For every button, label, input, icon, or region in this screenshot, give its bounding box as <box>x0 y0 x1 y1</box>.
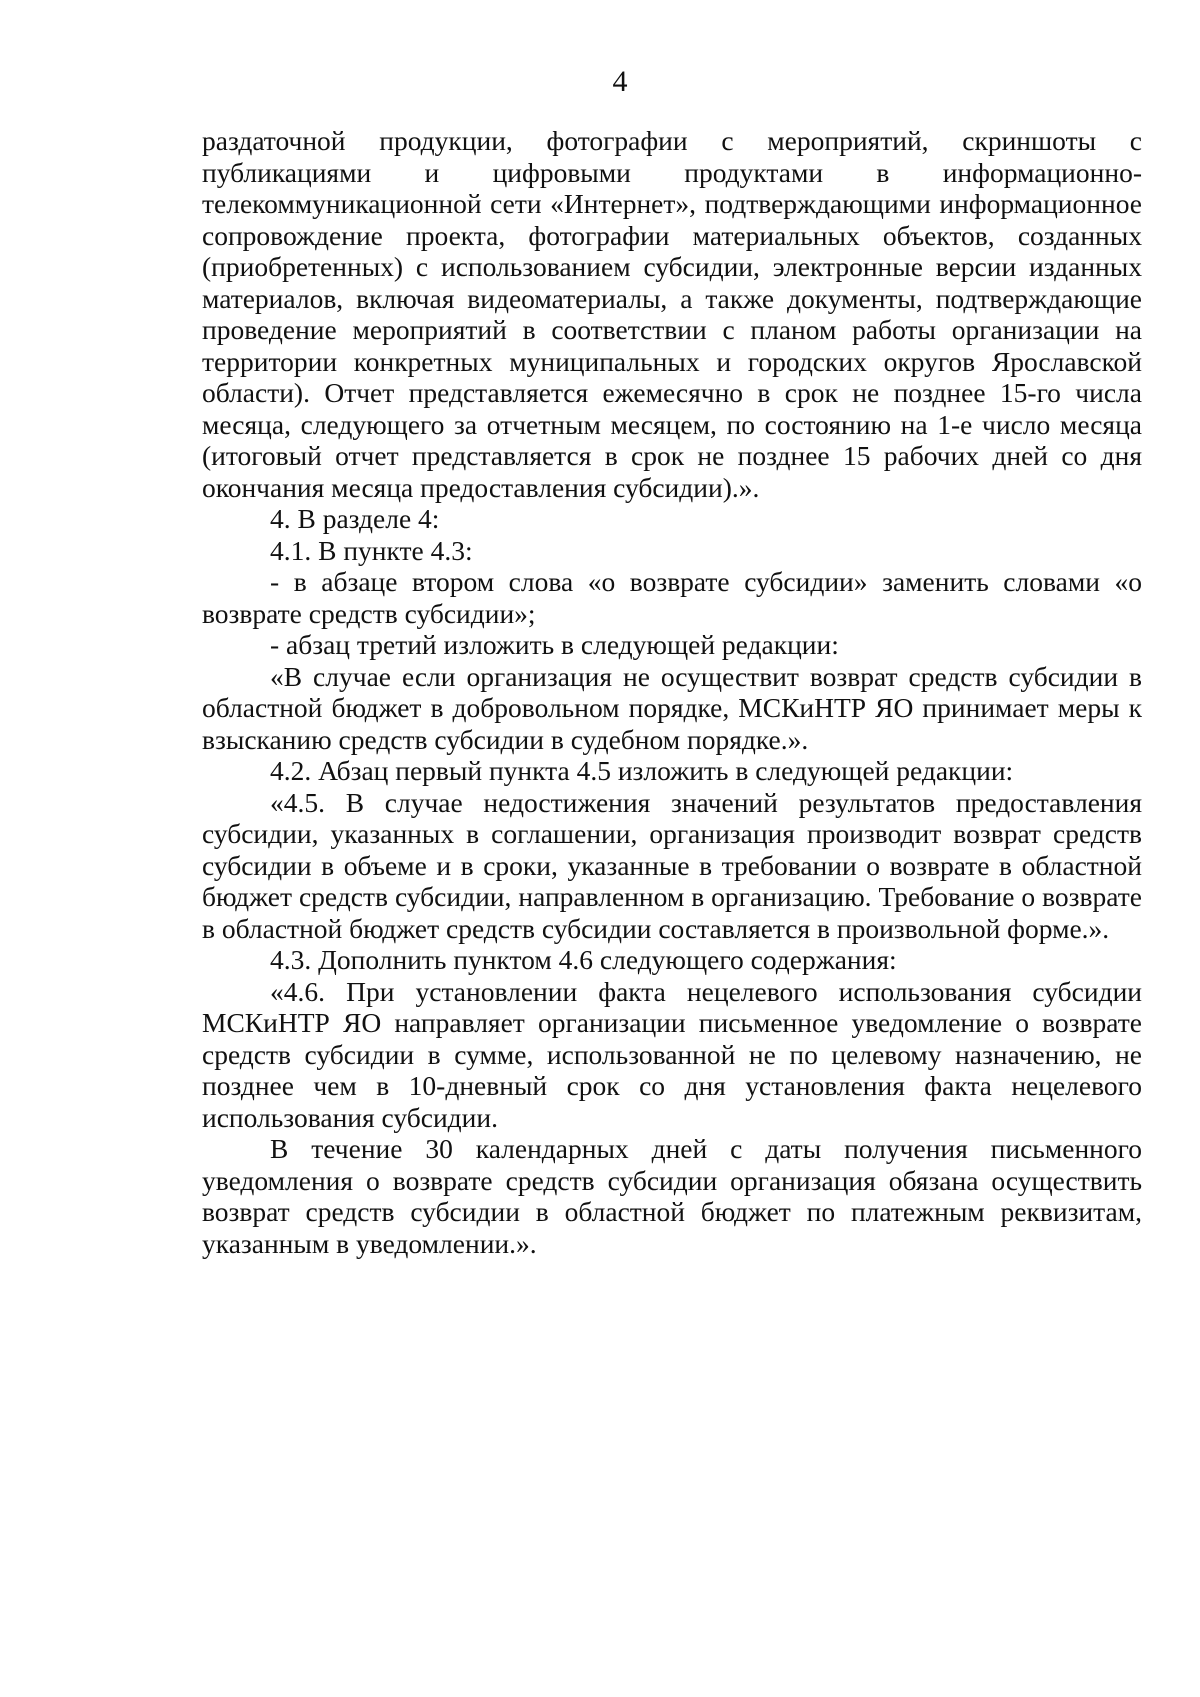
document-body <box>202 125 1142 1259</box>
paragraph-item-4-2: 4.2. Абзац первый пункта 4.5 изложить в следующей редакции: <box>270 755 1014 786</box>
paragraph-item-4-1-a: - в абзаце втором слова «о возврате субсидии» заменить словами «о возврате средств субсидии»; <box>202 566 1142 629</box>
paragraph-section-4: 4. В разделе 4: <box>270 503 440 534</box>
paragraph-item-4-1-b: - абзац третий изложить в следующей редакции: <box>270 629 839 660</box>
paragraph-item-4-1: 4.1. В пункте 4.3: <box>270 534 473 566</box>
paragraph-final: В течение 30 календарных дней с даты получения письменного уведомления о возврате средств субсидии организация обязана осуществить возврат средств субсидии в областной бюджет по платежным реквизитам, указанным в уведомлении.». <box>202 1133 1142 1259</box>
page-number: 4 <box>612 65 628 98</box>
paragraph-item-4-3: 4.3. Дополнить пунктом 4.6 следующего содержания: <box>270 944 897 975</box>
paragraph-quote-4-3: «В случае если организация не осуществит возврат средств субсидии в областной бюджет в добровольном порядке, МСКиНТР ЯО принимает меры к взысканию средств субсидии в судебном порядке.». <box>202 660 1142 755</box>
paragraph-quote-4-6: «4.6. При установлении факта нецелевого использования субсидии МСКиНТР ЯО направляет организации письменное уведомление о возврате средств субсидии в сумме, использованной не по целевому назначению, не позднее чем в 10-дневный срок со дня установления факта нецелевого использования субсидии. <box>202 975 1142 1133</box>
paragraph-quote-4-5: «4.5. В случае недостижения значений результатов предоставления субсидии, указанных в соглашении, организация производит возврат средств субсидии в объеме и в сроки, указанные в требовании о возврате в областной бюджет средств субсидии, направленном в организацию. Требование о возврате в областной бюджет средств субсидии составляется в произвольной форме.». <box>202 786 1142 944</box>
paragraph-continuation: раздаточной продукции, фотографии с мероприятий, скриншоты с публикациями и цифровыми продуктами в информационно-телекоммуникационной сети «Интернет», подтверждающими информационное сопровождение проекта, фотографии материальных объектов, созданных (приобретенных) с использованием субсидии, электронные версии изданных материалов, включая видеоматериалы, а также документы, подтверждающие проведение мероприятий в соответствии с планом работы организации на территории конкретных муниципальных и городских округов Ярославской области). Отчет представляется ежемесячно в срок не позднее 15-го числа месяца, следующего за отчетным месяцем, по состоянию на 1-е число месяца (итоговый отчет представляется в срок не позднее 15 рабочих дней со дня окончания месяца предоставления субсидии).». <box>202 125 1142 503</box>
